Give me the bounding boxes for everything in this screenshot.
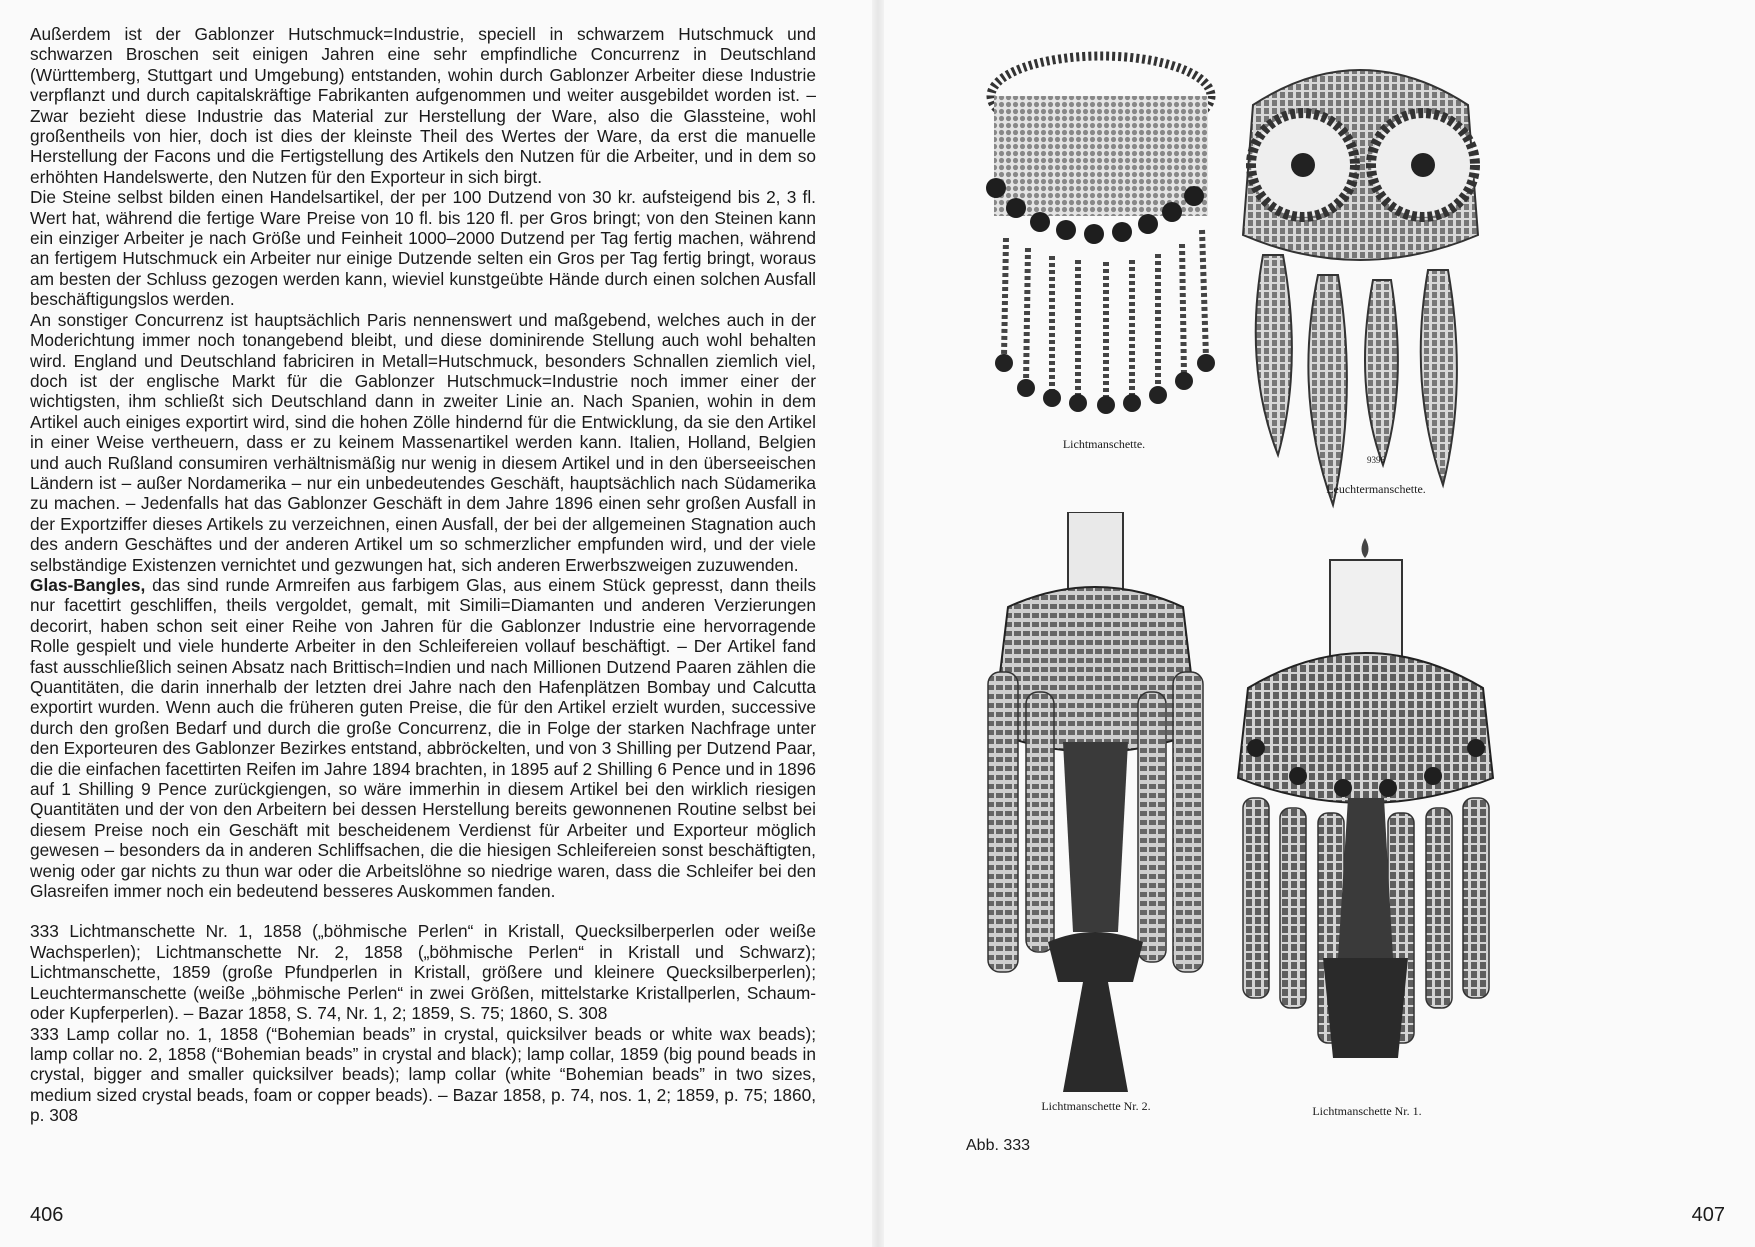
paragraph-2: Die Steine selbst bilden einen Handelsartikel, der per 100 Dutzend von 30 kr. aufsteigend bis 2, 3 fl. Wert hat, während die fertige Ware Preise von 10 fl. bis 120 fl. per Gros bringt; von den Steinen kann ein einziger Arbeiter je nach Größe und Feinheit 1000–2000 Dutzend per Tag fertig machen, während an fertigem Hutschmuck ein Arbeiter nur einige Dutzende selten ein Gros per Tag fertig bringt, woraus am besten der Schluss gezogen werden kann, wieviel kunstgeübte Hände durch einen solchen Ausfall beschäftigungslos werden. bbox=[30, 187, 816, 310]
label-lichtmanschette-nr2: Lichtmanschette Nr. 2. bbox=[1041, 1099, 1151, 1113]
text-column bbox=[30, 24, 816, 1126]
figure-lichtmanschette bbox=[956, 38, 1246, 428]
figure-caption: Abb. 333 bbox=[966, 1137, 1031, 1154]
page-number-left: 406 bbox=[30, 1204, 64, 1226]
paragraph-1: Außerdem ist der Gablonzer Hutschmuck=Industrie, speciell in schwarzem Hutschmuck und schwarzen Broschen seit einigen Jahren eine sehr empfindliche Concurrenz in Deutschland (Württemberg, Stuttgart und Umgebung) entstanden, wohin durch Gablonzer Arbeiter diese Industrie verpflanzt und durch capitalskräftige Fabrikanten aufgenommen und weiter ausgebildet worden ist. – Zwar bezieht diese Industrie das Material zur Herstellung der Ware, also die Glassteine, wohl großentheils von hier, doch ist dies der kleinste Theil des Wertes der Ware, da erst die manuelle Herstellung der Facons und die Fertigstellung des Artikels den Nutzen für die Arbeiter, und in dem so erhöhten Handelswerte, den Nutzen für den Exporteur in sich birgt. bbox=[30, 24, 816, 187]
bangles-heading: Glas-Bangles, bbox=[30, 574, 146, 595]
label-number-9396: 9396 bbox=[1367, 455, 1385, 465]
label-lichtmanschette: Lichtmanschette. bbox=[1062, 437, 1146, 451]
label-leuchtermanschette: Leuchtermanschette. bbox=[1326, 482, 1426, 496]
paragraph-bangles bbox=[30, 575, 816, 902]
caption-english: 333 Lamp collar no. 1, 1858 (“Bohemian beads” in crystal, quicksilver beads or white wax beads); lamp collar no. 2, 1858 (“Bohemian beads” in crystal and black); lamp collar, 1859 (big pound beads in crystal, bigger and smaller quicksilver beads); lamp collar (white “Bohemian beads” in two sizes, medium sized crystal beads, foam or copper beads). – Bazar 1858, p. 74, nos. 1, 2; 1859, p. 75; 1860, p. 308 bbox=[30, 1023, 816, 1126]
right-page bbox=[878, 0, 1755, 1247]
label-lichtmanschette-nr1: Lichtmanschette Nr. 1. bbox=[1312, 1104, 1422, 1118]
figure-lichtmanschette-nr2 bbox=[968, 512, 1223, 1102]
caption-german: 333 Lichtmanschette Nr. 1, 1858 („böhmische Perlen“ in Kristall, Quecksilberperlen oder weiße Wachsperlen); Lichtmanschette Nr. 2, 1858 („böhmische Perlen“ in Kristall und Schwarz); Lichtmanschette, 1859 (große Pfundperlen in Kristall, größere und kleinere Quecksilberperlen); Leuchtermanschette (weiße „böhmische Perlen“ in zwei Größen, mittelstarke Kristallperlen, Schaum- oder Kupferperlen). – Bazar 1858, S. 74, Nr. 1, 2; 1859, S. 75; 1860, S. 308 bbox=[30, 921, 816, 1024]
page-number-right: 407 bbox=[1691, 1204, 1725, 1226]
bangles-text: das sind runde Armreifen aus farbigem Glas, aus einem Stück gepresst, dann theils nur facettirt geschliffen, theils vergoldet, gemalt, mit Simili=Diamanten und anderen Verzierungen decorirt, haben schon seit einer Reihe von Jahren für die Gablonzer Industrie eine hervorragende Rolle gespielt und viele hunderte Arbeiter in den Schleifereien vollauf beschäftigt. – Der Artikel fand fast ausschließlich seinen Absatz nach Brittisch=Indien und nach Millionen Dutzend Paaren zählen die Quantitäten, die darin innerhalb der letzten drei Jahre nach den Hafenplätzen Bombay und Calcutta exportirt wurden. Wenn auch die früheren guten Preise, die für den Artikel erzielt wurden, successive durch den großen Bedarf und durch die große Concurrenz, die in Folge der starken Nachfrage unter den Exporteuren des Gablonzer Bezirkes entstand, abbröckelten, und von 3 Shilling per Dutzend Paar, die die einfachen facettirten Reifen im Jahre 1894 brachten, in 1895 auf 2 Shilling 6 Pence und in 1896 auf 1 Shilling 9 Pence zurückgiengen, so wäre immerhin in diesem Artikel bei den wirklich riesigen Quantitäten und der von den Arbeitern bei dessen Herstellung bereits gewonnenen Routine selbst bei diesem Preise noch ein Geschäft mit bescheidenem Verdienst für Arbeiter und Exporteur möglich gewesen – besonders da in anderen Schliffsachen, die die hiesigen Schleifereien sonst beschäftigten, wenig oder gar nichts zu thun war oder die Arbeitslöhne so niedrige waren, dass die Schleifer bei den Glasreifen immer noch ein bedeutend besseres Auskommen fanden. bbox=[30, 574, 816, 902]
paragraph-3: An sonstiger Concurrenz ist hauptsächlich Paris nennenswert und maßgebend, welches auch in der Moderichtung immer noch tonangebend bleibt, und diese dominirende Stellung auch wohl behalten wird. England und Deutschland fabriciren in Metall=Hutschmuck, besonders Schnallen ziemlich viel, doch ist der englische Markt für die Gablonzer Hutschmuck=Industrie noch immer einer der wichtigsten, ihm schließt sich Deutschland dann in zweiter Linie an. Nach Spanien, wohin in dem Artikel auch einiges exportirt wird, sind die hohen Zölle hindernd für die Entwicklung, da sie den Artikel in einer Weise vertheuern, dass er zu keinem Massenartikel werden kann. Italien, Holland, Belgien und auch Rußland consumiren verhältnismäßig nur wenig in diesem Artikel und in den überseeischen Ländern ist – außer Nordamerika – nur ein unbedeutendes Geschäft, hauptsächlich nach Südamerika zu machen. – Jedenfalls hat das Gablonzer Geschäft in dem Jahre 1896 einen sehr großen Ausfall in der Exportziffer dieses Artikels zu verzeichnen, einen Ausfall, der bei der allgemeinen Stagnation auch des andern Geschäftes und der anderen Artikel um so schmerzlicher empfunden wird, und der viele selbständige Existenzen vernichtet und gezwungen hat, sich anderen Erwerbszweigen zuzuwenden. bbox=[30, 309, 816, 575]
figure-leuchtermanschette bbox=[1223, 35, 1498, 525]
figure-lichtmanschette-nr1 bbox=[1218, 538, 1513, 1098]
